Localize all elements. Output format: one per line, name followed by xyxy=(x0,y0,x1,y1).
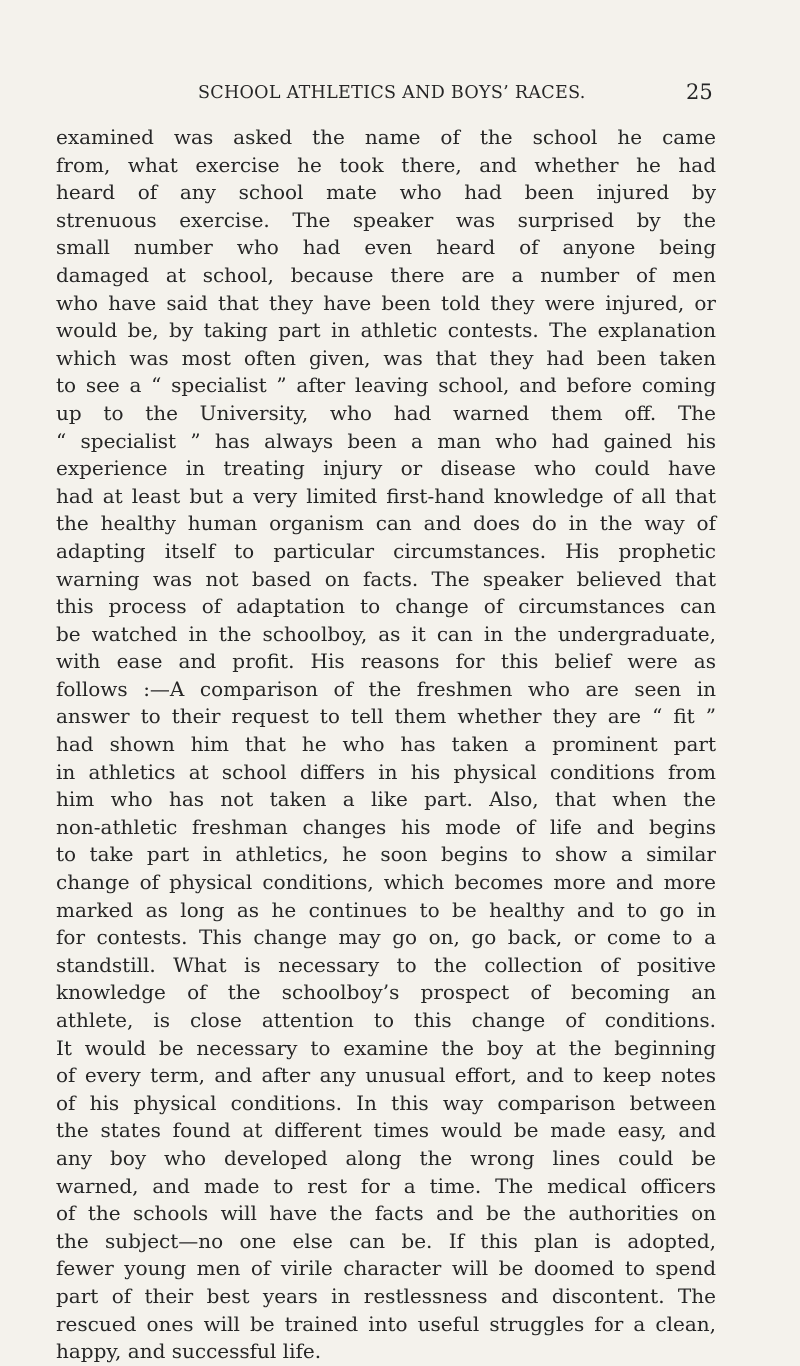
text-line: from, what exercise he took there, and whether he had xyxy=(56,152,716,177)
text-line: of the schools will have the facts and be the authorities on xyxy=(56,1201,716,1226)
text-line: examined was asked the name of the school he came xyxy=(56,125,716,149)
text-line: him who has not taken a like part. Also, that when the xyxy=(56,787,716,812)
text-line: part of their best years in restlessness and discontent. The xyxy=(56,1283,716,1308)
text-line: rescued ones will be trained into useful struggles for a clean, xyxy=(56,1311,716,1336)
text-line: had at least but a very limited first-hand knowledge of all that xyxy=(56,483,716,508)
text-line: marked as long as he continues to be healthy and to go in xyxy=(56,897,716,922)
text-line: would be, by taking part in athletic contests. The explanation xyxy=(56,318,716,343)
text-line: adapting itself to particular circumstances. His prophetic xyxy=(56,538,716,563)
text-line: be watched in the schoolboy, as it can in the undergraduate, xyxy=(56,621,716,646)
text-line: It would be necessary to examine the boy at the beginning xyxy=(56,1035,716,1060)
text-line: had shown him that he who has taken a prominent part xyxy=(56,732,716,757)
text-line: strenuous exercise. The speaker was surprised by the xyxy=(56,207,716,232)
text-line: experience in treating injury or disease who could have xyxy=(56,456,716,481)
running-head: SCHOOL ATHLETICS AND BOYS’ RACES. xyxy=(198,83,586,103)
text-line: with ease and profit. His reasons for this belief were as xyxy=(56,649,716,674)
page-number: 25 xyxy=(686,80,713,104)
text-line: answer to their request to tell them whether they are “ fit ” xyxy=(56,704,716,729)
text-line: standstill. What is necessary to the collection of positive xyxy=(56,952,716,977)
text-line: change of physical conditions, which becomes more and more xyxy=(56,870,716,895)
text-line: small number who had even heard of anyone being xyxy=(56,235,716,260)
text-line: non-athletic freshman changes his mode of life and begins xyxy=(56,814,716,839)
text-line: athlete, is close attention to this change of conditions. xyxy=(56,1008,716,1032)
text-line: “ specialist ” has always been a man who had gained his xyxy=(56,428,716,453)
text-line: happy, and successful life. xyxy=(56,1339,322,1364)
text-line: damaged at school, because there are a number of men xyxy=(56,262,716,287)
text-line: who have said that they have been told they were injured, or xyxy=(56,290,716,315)
text-line: up to the University, who had warned them off. The xyxy=(56,400,716,425)
text-line: for contests. This change may go on, go back, or come to a xyxy=(56,925,716,950)
body-paragraph xyxy=(56,124,716,1366)
text-line: knowledge of the schoolboy’s prospect of becoming an xyxy=(56,980,716,1005)
text-line: of his physical conditions. In this way comparison between xyxy=(56,1090,716,1115)
text-line: warning was not based on facts. The speaker believed that xyxy=(56,566,716,591)
text-line: fewer young men of virile character will be doomed to spend xyxy=(56,1256,716,1281)
text-line: to take part in athletics, he soon begins to show a similar xyxy=(56,842,716,867)
text-line: any boy who developed along the wrong lines could be xyxy=(56,1145,716,1170)
text-line: the healthy human organism can and does do in the way of xyxy=(56,511,716,536)
text-line: of every term, and after any unusual effort, and to keep notes xyxy=(56,1063,716,1088)
text-line: the states found at different times would be made easy, and xyxy=(56,1118,716,1143)
text-line: follows :—A comparison of the freshmen who are seen in xyxy=(56,676,716,701)
text-line: in athletics at school differs in his physical conditions from xyxy=(56,759,716,784)
text-line: warned, and made to rest for a time. The medical officers xyxy=(56,1173,716,1198)
text-line: the subject—no one else can be. If this plan is adopted, xyxy=(56,1228,716,1253)
text-line: to see a “ specialist ” after leaving school, and before coming xyxy=(56,373,716,398)
text-line: which was most often given, was that they had been taken xyxy=(56,345,716,370)
text-line: heard of any school mate who had been injured by xyxy=(56,180,716,205)
text-line: this process of adaptation to change of circumstances can xyxy=(56,594,716,619)
